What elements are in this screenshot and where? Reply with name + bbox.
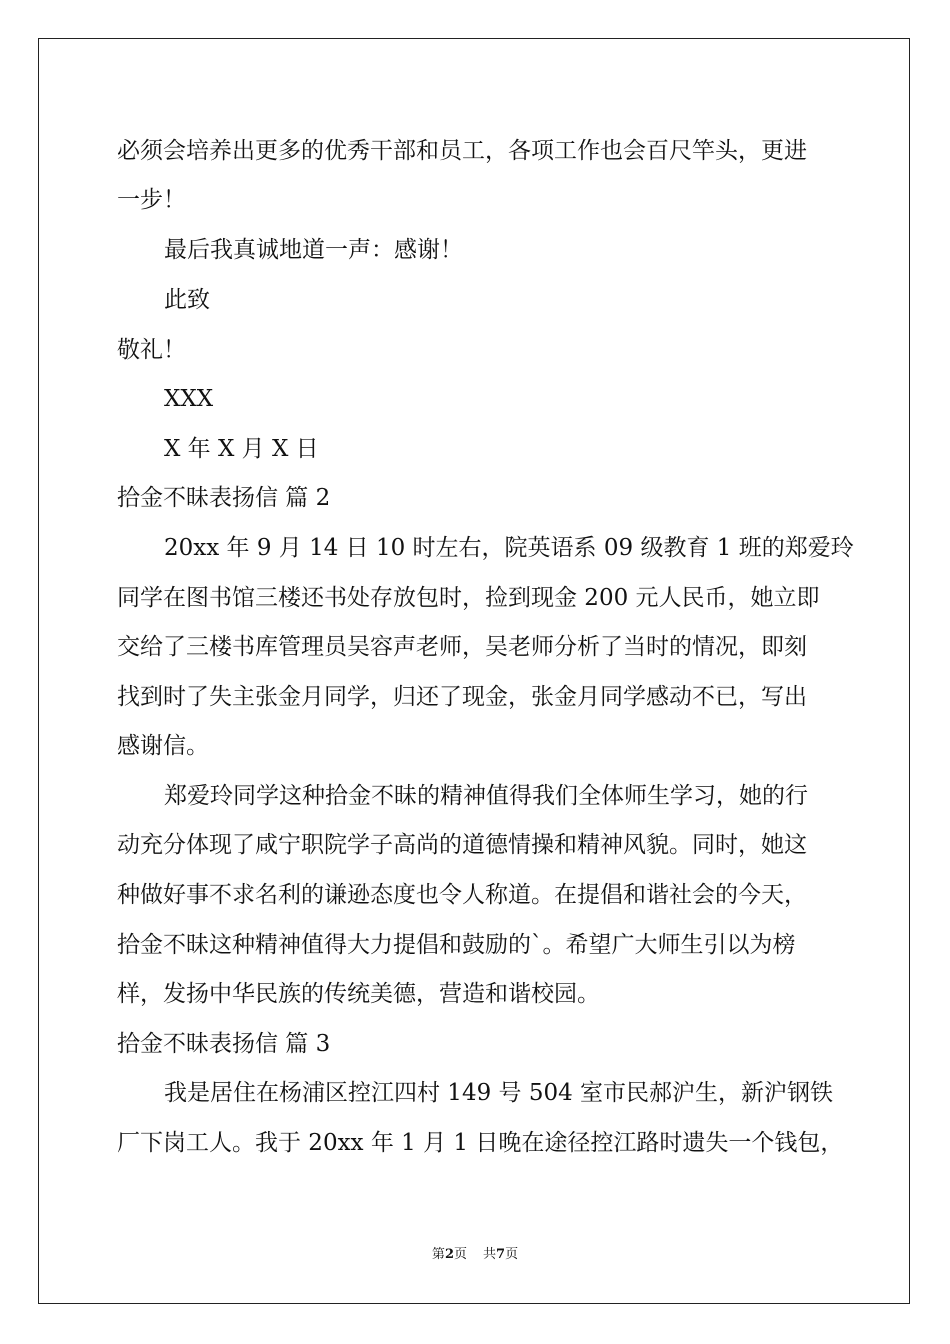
page-number: 2 <box>444 1247 454 1262</box>
closing-salutation: 此致 <box>164 287 210 313</box>
body-line: 一步！ <box>117 187 186 213</box>
signature-name: XXX <box>164 386 214 412</box>
page-footer <box>0 1246 950 1264</box>
body-line: 找到时了失主张金月同学，归还了现金，张金月同学感动不已，写出 <box>117 684 807 710</box>
body-line: 20xx 年 9 月 14 日 10 时左右，院英语系 09 级教育 1 班的郑爱玲 <box>164 535 854 561</box>
page-prefix: 第 <box>431 1247 445 1262</box>
body-line: 郑爱玲同学这种拾金不昧的精神值得我们全体师生学习，她的行 <box>164 783 808 809</box>
body-line: 拾金不昧这种精神值得大力提倡和鼓励的`。希望广大师生引以为榜 <box>117 932 796 958</box>
total-prefix: 共 <box>483 1247 497 1262</box>
total-suffix: 页 <box>505 1247 519 1262</box>
body-line: 交给了三楼书库管理员吴容声老师，吴老师分析了当时的情况，即刻 <box>117 634 807 660</box>
body-line: 样，发扬中华民族的传统美德，营造和谐校园。 <box>117 981 600 1007</box>
section-heading: 拾金不昧表扬信 篇 2 <box>117 485 331 511</box>
body-line: 必须会培养出更多的优秀干部和员工，各项工作也会百尺竿头，更进 <box>117 138 807 164</box>
page-suffix: 页 <box>453 1247 467 1262</box>
section-heading: 拾金不昧表扬信 篇 3 <box>117 1031 331 1057</box>
total-pages: 7 <box>496 1247 506 1262</box>
body-line: 厂下岗工人。我于 20xx 年 1 月 1 日晚在途径控江路时遗失一个钱包， <box>117 1130 844 1156</box>
body-line: 动充分体现了咸宁职院学子高尚的道德情操和精神风貌。同时，她这 <box>117 832 807 858</box>
page-border <box>38 38 910 1304</box>
closing-respect: 敬礼！ <box>117 337 186 363</box>
signature-date: X 年 X 月 X 日 <box>164 436 319 462</box>
body-line: 感谢信。 <box>117 733 209 759</box>
body-line: 种做好事不求名利的谦逊态度也令人称道。在提倡和谐社会的今天， <box>117 882 807 908</box>
body-line: 我是居住在杨浦区控江四村 149 号 504 室市民郝沪生，新沪钢铁 <box>164 1080 834 1106</box>
body-line: 最后我真诚地道一声：感谢！ <box>164 237 463 263</box>
body-line: 同学在图书馆三楼还书处存放包时，捡到现金 200 元人民币，她立即 <box>117 585 820 611</box>
